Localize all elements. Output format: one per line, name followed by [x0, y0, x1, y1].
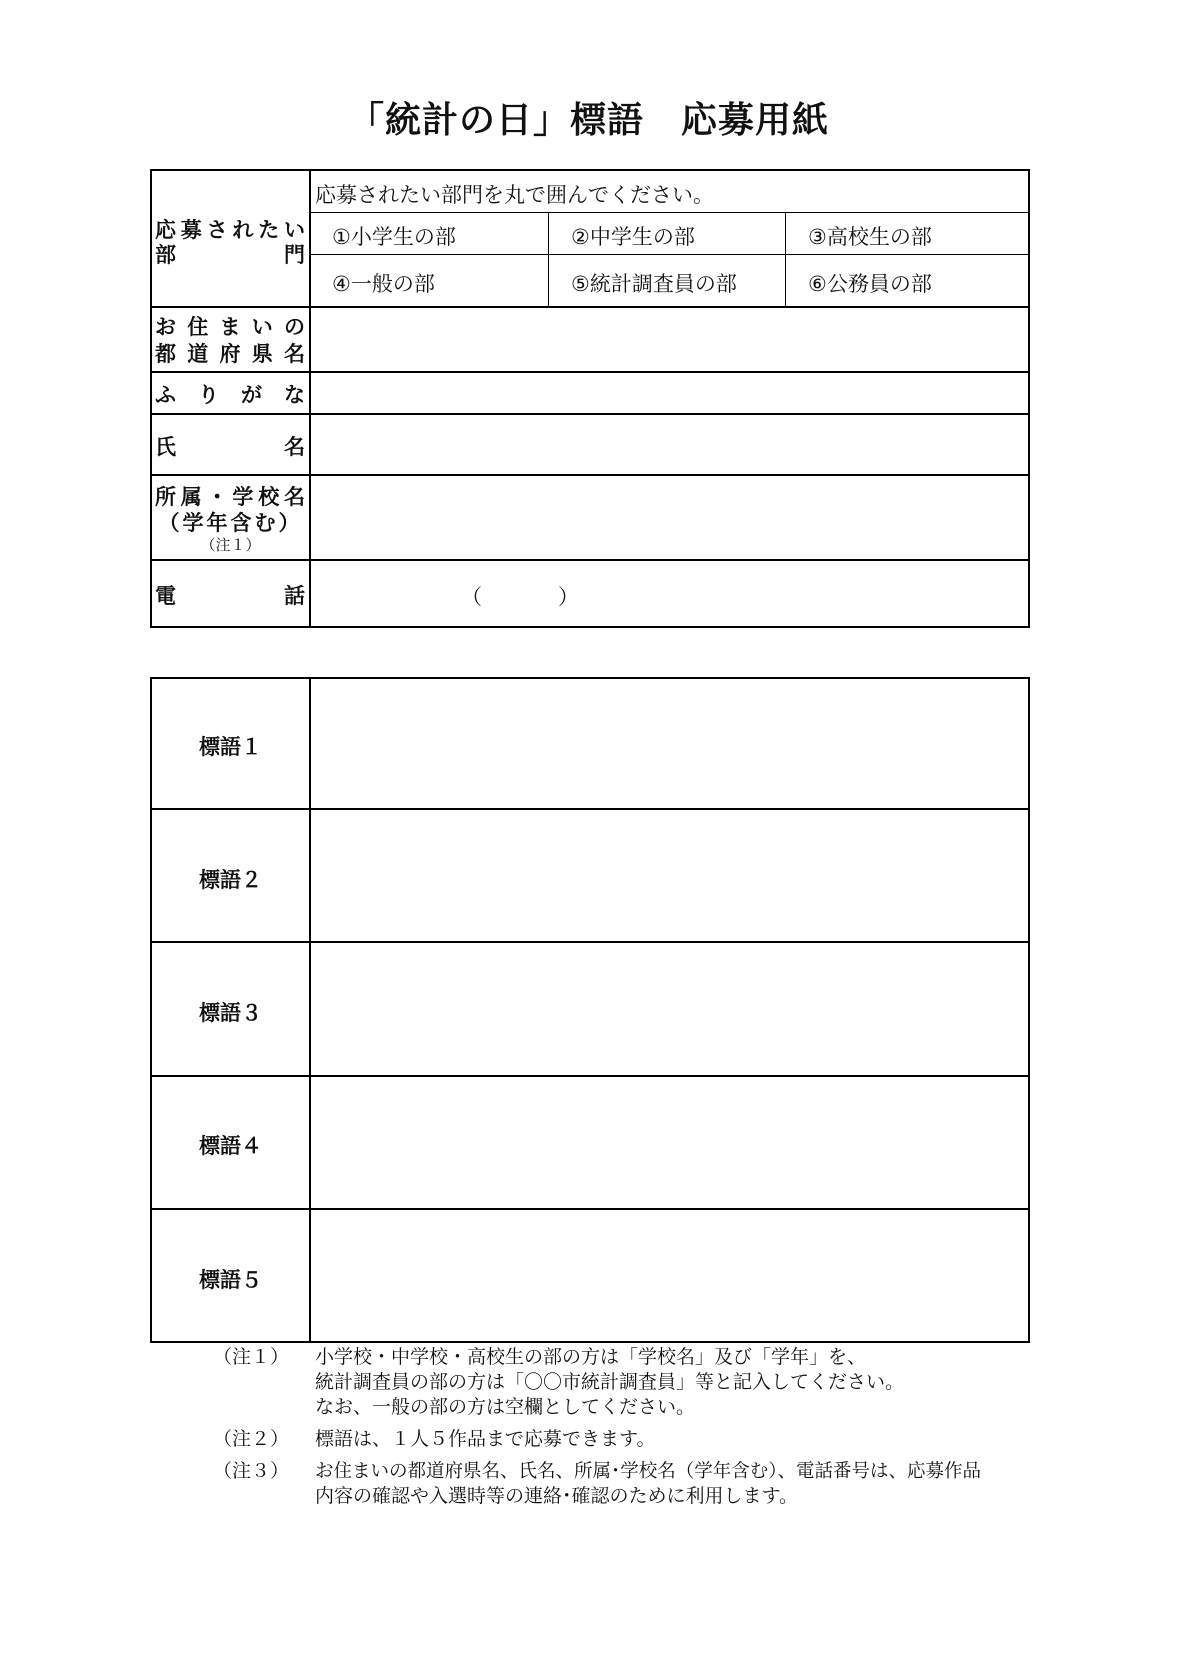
slogan-1-label: 標語１: [199, 735, 262, 759]
note-3-line-1: お住まいの都道府県名、氏名、所属･学校名（学年含む）、電話番号は、応募作品: [315, 1461, 982, 1482]
affiliation-label-grade: （学年含む）: [158, 511, 303, 535]
affiliation-label: 所 属 ・ 学 校 名: [155, 485, 305, 509]
slogan-4-label: 標語４: [199, 1134, 262, 1158]
slogan-5-label: 標語５: [199, 1268, 262, 1292]
note-3-mark: （注３）: [213, 1460, 290, 1482]
phone-field[interactable]: [312, 562, 1026, 624]
phone-label: 電 話: [155, 584, 305, 608]
category-option-statistics-surveyor[interactable]: ⑤統計調査員の部: [571, 272, 737, 296]
note-3-line-2: 内容の確認や入選時等の連絡･確認のために利用します。: [315, 1485, 798, 1507]
phone-paren-open: （: [461, 585, 482, 609]
category-option-elementary[interactable]: ①小学生の部: [332, 225, 456, 249]
prefecture-label: お 住 ま い の: [155, 315, 305, 339]
note-2-mark: （注２）: [213, 1428, 290, 1450]
furigana-label: ふ り が な: [155, 383, 305, 407]
note-1-mark: （注１）: [213, 1346, 290, 1368]
prefecture-label-line2: 都 道 府 県 名: [155, 342, 305, 366]
page-title: 「統計の日」標語 応募用紙: [347, 100, 829, 141]
note-1-line-3: なお、一般の部の方は空欄としてください。: [315, 1396, 696, 1418]
category-option-public-servant[interactable]: ⑥公務員の部: [808, 272, 932, 296]
slogan-2-label: 標語２: [199, 868, 262, 892]
name-label: 氏 名: [155, 435, 305, 459]
category-option-general[interactable]: ④一般の部: [332, 272, 435, 296]
phone-paren-close: ）: [558, 585, 579, 609]
category-instruction: 応募されたい部門を丸で囲んでください。: [315, 183, 714, 207]
slogan-3-label: 標語３: [199, 1001, 262, 1025]
note-2-line-1: 標語は、１人５作品まで応募できます。: [315, 1428, 656, 1450]
category-option-high-school[interactable]: ③高校生の部: [808, 225, 932, 249]
category-option-junior-high[interactable]: ②中学生の部: [571, 225, 695, 249]
note-1-line-2: 統計調査員の部の方は「〇〇市統計調査員」等と記入してください。: [315, 1371, 905, 1393]
affiliation-note-ref: （注１）: [200, 536, 261, 554]
note-1-line-1: 小学校・中学校・高校生の部の方は「学校名」及び「学年」を、: [315, 1346, 867, 1368]
category-label-line2: 部 門: [155, 243, 305, 267]
category-label: 応 募 さ れ た い: [155, 218, 305, 242]
